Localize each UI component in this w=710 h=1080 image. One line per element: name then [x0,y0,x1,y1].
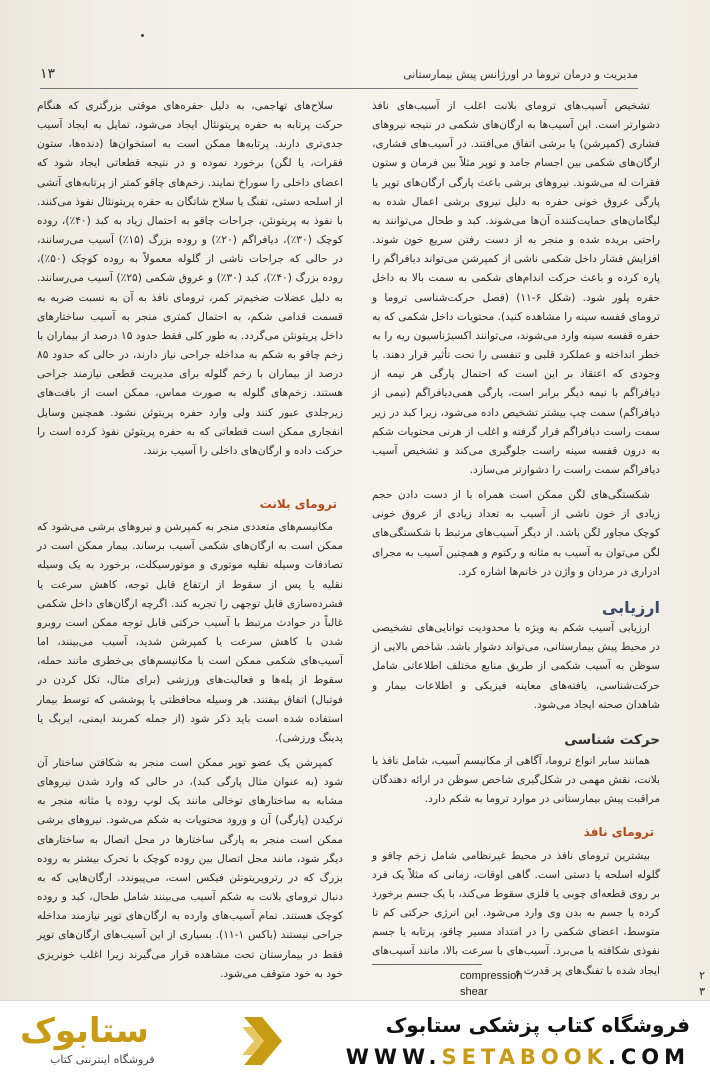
store-url-prefix: WWW. [345,1045,442,1069]
store-logo[interactable] [10,1009,300,1071]
footnote-divider [372,964,482,965]
footnotes [460,968,705,1000]
page-number: ۱۳ [40,66,56,82]
paragraph: تشخیص آسیب‌های ترومای بلانت اغلب از آسیب‌های نافذ دشوارتر است. این آسیب‌ها به ارگان‌های شکمی در نتیجه نیروهای فشاری (کمپرشن) یا برشی اتفاق می‌افتند. در آسیب‌های فشاری، ارگان‌های شکمی بین اجسام جامد و توپر مثلاً بین فرمان و ستون فقرات له می‌شوند. نیروهای برشی باعث پارگی ارگان‌های توپر یا پارگی عروق خونی حفره به دلیل نیروی برشی اعمال شده به لیگامان‌های حمایت‌کننده آن‌ها می‌شوند. کبد و طحال می‌توانند به راحتی بریده شده و منجر به از دست رفتن سریع خون شوند. افزایش فشار داخل شکمی ناشی از کمپرشن می‌تواند دیافراگم را پاره کرده و باعث حرکت اندام‌های شکمی به سمت بالا به داخل حفره پلور شود. (شکل ۶-۱۱) (فصل حرکت‌شناسی تروما و ترومای قفسه سینه را مشاهده کنید). محتویات داخل شکمی که به حفره قفسه سینه وارد می‌شوند، می‌توانند اکسیژناسیون ریه را به خطر انداخته و عملکرد قلبی و تنفسی را تحت تأثیر قرار دهند. با وجودی که اعتقاد بر این است که احتمال پارگی هر نیمه از دیافراگم با نیمه دیگر برابر است، پارگی همی‌دیافراگم (نیمی از دیافراگم) سمت چپ بیشتر تشخیص داده می‌شود، زیرا کبد در زیر سمت راست دیافراگم قرار گرفته و اغلب از هرنی محتویات شکم به درون قفسه سینه راست جلوگیری می‌کند و تشخیص آسیب دیافراگم سمت راست را دشوارتر می‌سازد. [372,100,660,476]
footnote-term: shear [460,986,488,998]
section-heading-kinematics: حرکت شناسی [564,731,660,748]
paragraph: سلاح‌های تهاجمی، به دلیل حفره‌های موقتی بزرگتری که هنگام حرکت پرتابه به حفره پریتونئال ایجاد می‌شود، تمایل به ایجاد آسیب جدی‌تری دارند. پرتابه‌ها ممکن است به استخوان‌ها (دنده‌ها، ستون فقرات، یا لگن) برخورد نموده و در نتیجه قطعاتی ایجاد شود که اعضای داخلی را سوراخ نمایند. زخم‌های چاقو کمتر از پرتابه‌های آتشی از اسلحه دستی، تفنگ یا سلاح شاتگان به حفره پریتونئال نفوذ می‌کنند. با نفوذ به پریتونئن، جراحات چاقو به احتمال زیاد به کبد (۴۰٪)، روده کوچک (۳۰٪)، دیافراگم (۲۰٪) و روده بزرگ (۱۵٪) آسیب می‌رسانند، در حالی که جراحات ناشی از گلوله معمولاً به روده کوچک (۵۰٪)، روده بزرگ (۴۰٪)، کبد (۳۰٪) و عروق شکمی (۲۵٪) آسیب می‌رسانند. به دلیل عضلات ضخیم‌تر کمر، ترومای نافذ به آن به نسبت ضربه به قسمت قدامی شکم، به احتمال کمتری منجر به آسیب ساختارهای داخل پریتونئن می‌گردد. به طور کلی فقط حدود ۱۵ درصد از بیماران با زخم چاقو به شکم به مداخله جراحی نیاز دارند، در حالی که حدود ۸۵ درصد از بیماران با زخم گلوله برای مدیریت قطعی نیازمند جراحی هستند. زخم‌های گلوله به صورت مماس، ممکن است از بافت‌های زیرجلدی عبور کنند ولی وارد حفره پریتوئن نشود. همچنین وسایل انفجاری ممکن است قطعاتی که به حفره پریتوئن نفوذ کرده است را حرکت داده و ارگان‌های داخلی را آسیب بزنند. [37,100,344,457]
page-dot [141,34,144,37]
paragraph: بیشترین ترومای نافذ در محیط غیرنظامی شامل زخم چاقو و گلوله اسلحه یا دستی است. گاهی اوقات، زمانی که مثلاً یک فرد بر روی قطعه‌ای چوبی یا فلزی سقوط می‌کند، با یک جسم برخورد کرده یا جسم به بدن وی وارد می‌شود. این انرژی حرکتی کم تا متوسط، اعضای شکمی را در امتداد مسیر چاقو، پرتابه یا جسم نفوذی شکافته یا می‌برد. آسیب‌های با سرعت بالا، مانند آسیب‌های ایجاد شده با تفنگ‌های پر قدرت و [372,849,660,977]
footnote [460,968,705,984]
header-divider [40,88,638,89]
footnote-term: compression [460,970,523,982]
store-url-suffix: .COM [607,1045,690,1069]
subheading-blunt-trauma: ترومای بلانت [259,496,337,511]
paragraph: مکانیسم‌های متعددی منجر به کمپرشن و نیروهای برشی می‌شود که ممکن است به ارگان‌های شکمی آسیب برساند. بیمار ممکن است در تصادفات وسیله نقلیه موتوری و موتورسیکلت، برخورد به یک وسیله نقلیه یا پس از سقوط از ارتفاع قابل توجه، کاهش سرعت یا فشرده‌سازی قابل توجهی را تجربه کند. اگرچه ارگان‌های داخل شکمی غالباً در حوادث مرتبط با آسیب حرکتی قابل توجه ممکن است روبرو شدن با کاهش سرعت یا کمپرشن شدید، آسیب می‌بینند، اما آسیب‌های شکمی ممکن است با مکانیسم‌های بی‌خطری مانند حمله، سقوط از پله‌ها و فعالیت‌های ورزشی (برای مثال، تکل کردن در فوتبال) اتفاق بیفتند. هر وسیله محافظتی یا پوششی که توسط بیمار استفاده شده است باید ذکر شود (از جمله کمربند ایمنی، ایربگ یا پدینگ ورزشی). [37,521,343,744]
left-column [37,97,343,984]
store-name: فروشگاه کتاب پزشکی ستابوک [385,1013,690,1037]
paragraph: شکستگی‌های لگن ممکن است همراه با از دست دادن حجم زیادی از خون ناشی از آسیب به تعداد زیادی از عروق خونی کوچک مجاور لگن باشد. از دیگر آسیب‌های مرتبط با شکستگی‌های لگن می‌توان به آسیب به مثانه و رکتوم و همچنین آسیب به مجرای ادراری در مردان و واژن در خانم‌ها اشاره کرد. [372,489,660,578]
footnote-number: ۲ [699,969,705,982]
paragraph: ارزیابی آسیب شکم به ویژه با محدودیت توانایی‌های تشخیصی در محیط پیش بیمارستانی، می‌تواند دشوار باشد. شاخص بالایی از سوظن به آسیب شکمی از طریق منابع مختلف اطلاعاتی شامل حرکت‌شناسی، یافته‌های معاینه فیزیکی و اطلاعات بیمار و شاهدان صحنه ایجاد می‌شود. [372,622,660,711]
footnote-number: ۳ [699,985,705,998]
logo-tagline: فروشگاه اینترنتی کتاب [50,1053,155,1066]
store-url[interactable] [346,1045,690,1069]
page-header [40,66,638,86]
store-banner [0,1000,710,1080]
paragraph: کمپرشن یک عضو توپر ممکن است منجر به شکافتن ساختار آن شود (به عنوان مثال پارگی کبد)، در حالی که وارد شدن نیروهای مشابه به ساختارهای توخالی مانند یک لوپ روده یا مثانه منجر به ترکیدن (پارگی) آن و ورود محتویات به شکم می‌شود. نیروهای برشی ممکن است منجر به پارگی ساختارها در محل اتصال به ساختارهای دیگر شود، مانند محل اتصال بین روده کوچک با تحرک بیشتر به روده بزرگ که در رتروپریتونئن فیکس است، می‌پیوندد. ارگان‌هایی که به دنبال ترومای بلانت به شکم آسیب می‌بینند شامل طحال، کبد و روده کوچک هستند. تمام آسیب‌های وارده به ارگان‌های توپر نیازمند مداخله جراحی نیستند (باکس ۱-۱۱). بسیاری از این آسیب‌های ارگان‌های توپر فقط در بیمارستان تحت مشاهده قرار می‌گیرند زیرا اغلب خونریزی خود به خود متوقف می‌شود. [37,757,343,980]
subheading-penetrating-trauma: ترومای نافذ [583,825,654,840]
right-column [372,97,660,981]
paragraph: همانند سایر انواع تروما، آگاهی از مکانیسم آسیب، شامل نافذ یا بلانت، نقش مهمی در شکل‌گیری شاخص سوظن در ارائه دهندگان مراقبت پیش بیمارستانی در موارد تروما به شکم دارد. [372,755,660,806]
logo-text: ستابوک [20,1011,149,1051]
store-url-brand: SETABOOK [441,1045,608,1069]
footnote [460,984,705,1000]
section-heading-assessment: ارزیابی [601,597,660,617]
running-title: مدیریت و درمان تروما در اورژانس پیش بیمارستانی [403,68,638,81]
logo-chevron-icon [240,1013,286,1069]
